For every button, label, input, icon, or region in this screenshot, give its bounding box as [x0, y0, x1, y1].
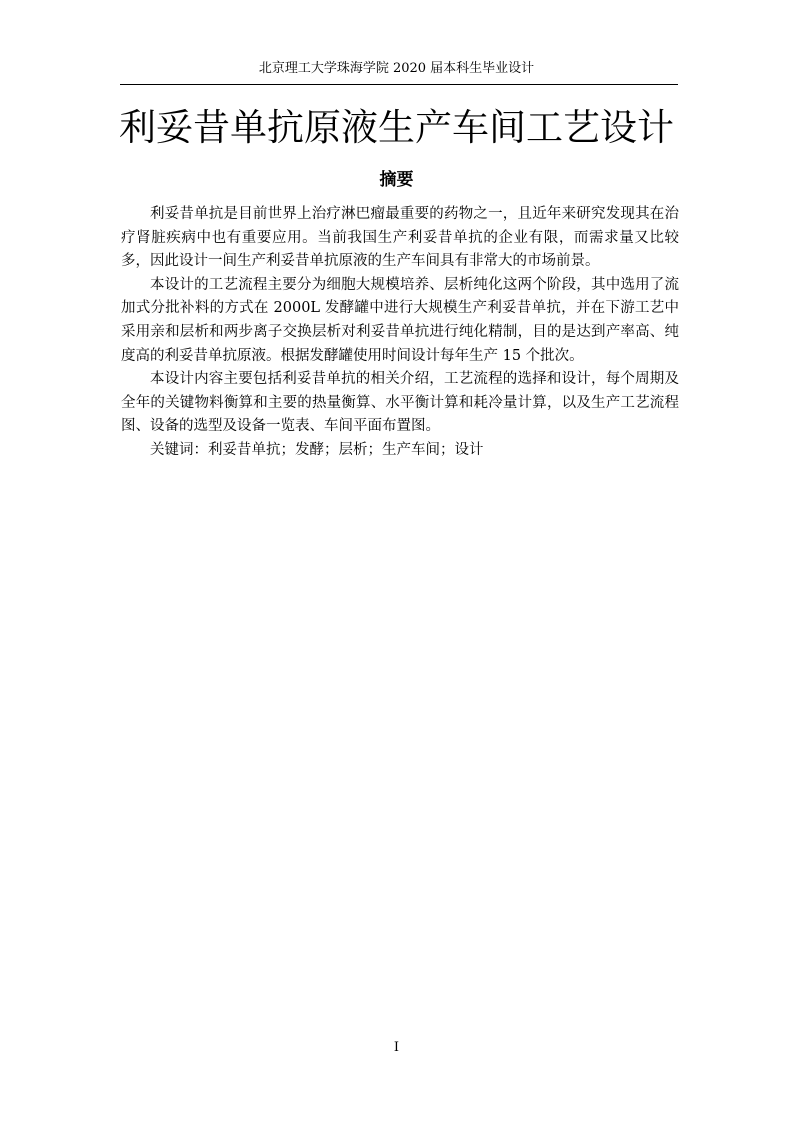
running-header: 北京理工大学珠海学院 2020 届本科生毕业设计	[258, 61, 535, 76]
keywords-line: 关键词：利妥昔单抗；发酵；层析；生产车间；设计	[150, 441, 484, 458]
abstract-paragraph-3: 本设计内容主要包括利妥昔单抗的相关介绍，工艺流程的选择和设计，每个周期及全年的关键物料衡算和主要的热量衡算、水平衡计算和耗冷量计算，以及生产工艺流程图、设备的选型及设备一览表、车间平面布置图。	[121, 371, 679, 435]
abstract-body	[121, 203, 679, 463]
abstract-paragraph-1: 利妥昔单抗是目前世界上治疗淋巴瘤最重要的药物之一，且近年来研究发现其在治疗肾脏疾病中也有重要应用。当前我国生产利妥昔单抗的企业有限，而需求量又比较多，因此设计一间生产利妥昔单抗原液的生产车间具有非常大的市场前景。	[121, 206, 679, 270]
page-number: I	[393, 1040, 400, 1055]
header-rule	[120, 84, 678, 85]
abstract-heading: 摘要	[379, 170, 414, 190]
document-title: 利妥昔单抗原液生产车间工艺设计	[119, 106, 674, 149]
abstract-paragraph-2: 本设计的工艺流程主要分为细胞大规模培养、层析纯化这两个阶段，其中选用了流加式分批补料的方式在 2000L 发酵罐中进行大规模生产利妥昔单抗，并在下游工艺中采用亲和层析和两步离子交换层析对利妥昔单抗进行纯化精制，目的是达到产率高、纯度高的利妥昔单抗原液。根据发酵罐使用时间设计每年生产 15 个批次。	[121, 276, 679, 364]
